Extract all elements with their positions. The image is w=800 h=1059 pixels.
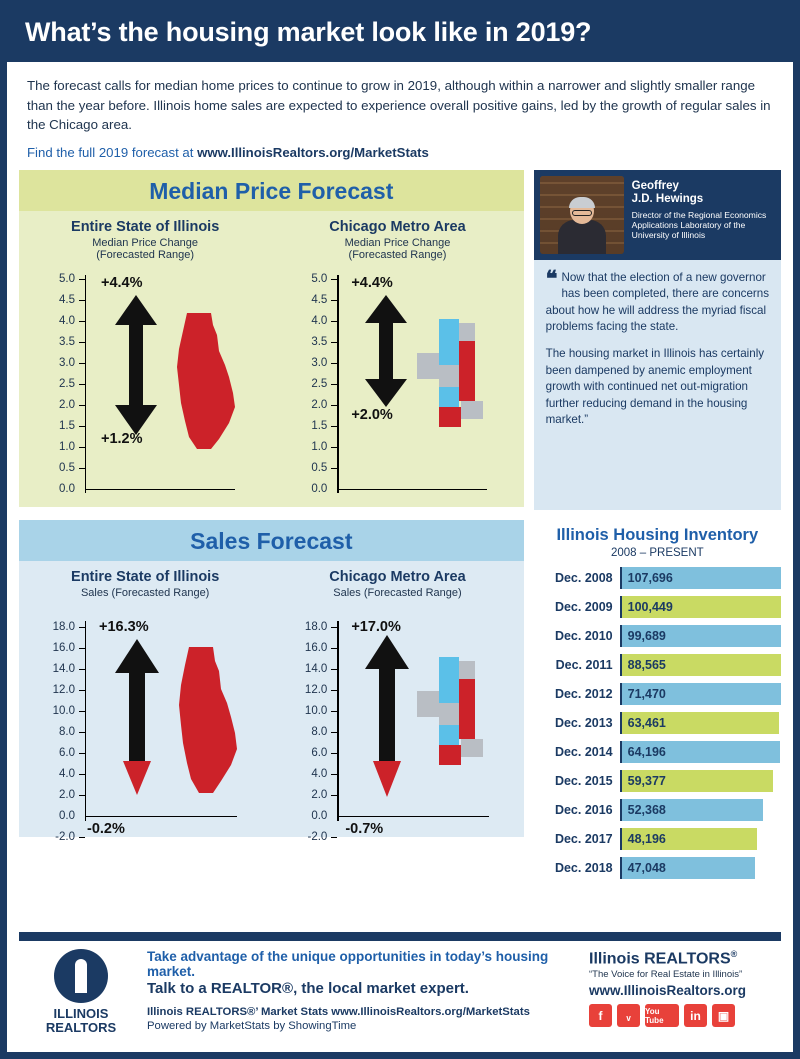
y-axis-labels: 18.0 16.0 14.0 12.0 10.0 8.0 6.0 4.0 2.0 0.0 -2.0 <box>304 620 328 843</box>
chicago-metro-map <box>411 319 493 435</box>
inventory-value: 64,196 <box>627 744 666 759</box>
inventory-bar-wrap <box>620 596 781 618</box>
chart-subtitle-2: (Forecasted Range) <box>96 248 195 261</box>
inventory-value: 88,565 <box>627 657 666 672</box>
inventory-bar <box>622 625 781 647</box>
inventory-title: Illinois Housing Inventory <box>556 525 759 544</box>
chart-price-state-plot <box>19 267 271 507</box>
chart-title: Entire State of Illinois <box>71 568 220 585</box>
inventory-bar-wrap <box>620 625 781 647</box>
median-price-title: Median Price Forecast <box>19 170 524 211</box>
price-state-bottom-value: +1.2% <box>101 430 143 447</box>
inventory-bar <box>622 596 781 618</box>
inventory-bar <box>622 741 781 763</box>
bio-name-1: Geoffrey <box>631 179 679 192</box>
price-state-range-arrow <box>111 295 161 435</box>
inventory-row <box>534 797 781 823</box>
inventory-row-label: Dec. 2014 <box>554 744 613 759</box>
inventory-bar-wrap <box>620 712 781 734</box>
inventory-bar-wrap <box>620 828 781 850</box>
logo-line-1: ILLINOIS <box>53 1006 109 1021</box>
inventory-bar <box>622 712 780 734</box>
inventory-bar <box>622 799 763 821</box>
inventory-bar-wrap <box>620 857 781 879</box>
lighthouse-icon <box>54 949 108 1003</box>
inventory-value: 52,368 <box>627 802 666 817</box>
price-chicago-range-arrow <box>361 295 411 407</box>
chart-title: Entire State of Illinois <box>71 218 220 235</box>
inventory-row-label: Dec. 2015 <box>554 773 613 788</box>
sales-row <box>7 520 793 884</box>
inventory-value: 100,449 <box>627 599 673 614</box>
footer <box>7 932 793 1052</box>
footer-marketstats-b: ®’ Market Stats www.IllinoisRealtors.org/MarketStats <box>247 1006 530 1018</box>
inventory-row <box>534 739 781 765</box>
sales-charts <box>19 561 524 843</box>
forecast-link-url[interactable]: www.IllinoisRealtors.org/MarketStats <box>197 144 429 160</box>
brand-name: Illinois REALTORS <box>589 950 731 968</box>
instagram-icon[interactable]: ▣ <box>712 1004 735 1027</box>
inventory-bar-wrap <box>620 799 781 821</box>
bio-text <box>624 176 775 254</box>
median-price-panel <box>19 170 524 507</box>
y-axis-line <box>337 621 338 821</box>
footer-message-2: Talk to a REALTOR®, the local market expert. <box>147 980 469 997</box>
avatar <box>540 176 624 254</box>
quote-paragraph-2: The housing market in Illinois has certainly been dampened by anemic employment growth with continued net out-migration further reducing demand in the housing market.” <box>545 347 765 427</box>
inventory-row-label: Dec. 2008 <box>554 570 613 585</box>
facebook-icon[interactable]: f <box>589 1004 612 1027</box>
inventory-bar-wrap <box>620 683 781 705</box>
bio-name-2: J.D. Hewings <box>631 193 704 206</box>
forecast-link-prefix: Find the full 2019 forecast at <box>27 144 198 160</box>
footer-brand <box>589 949 779 1027</box>
inventory-rows <box>534 565 781 881</box>
inventory-row-label: Dec. 2013 <box>554 715 613 730</box>
price-state-top-value: +4.4% <box>101 274 143 291</box>
inventory-row-label: Dec. 2012 <box>554 686 613 701</box>
inventory-row <box>534 652 781 678</box>
inventory-bar <box>622 857 755 879</box>
brand-reg-icon: ® <box>730 949 738 959</box>
illinois-state-map <box>167 311 243 451</box>
intro-paragraph: The forecast calls for median home prices to continue to grow in 2019, although within a narrower and slightly smaller range than the year before. Illinois home sales are expected to experience overall positive gains, led by the growth of regular sales in the Chicago area. <box>27 78 771 133</box>
expert-column <box>534 170 781 510</box>
inventory-bar <box>622 654 781 676</box>
chart-title: Chicago Metro Area <box>329 218 466 235</box>
inventory-row <box>534 681 781 707</box>
social-links[interactable] <box>589 1004 779 1027</box>
y-axis-labels: 5.0 4.5 4.0 3.5 3.0 2.5 2.0 1.5 1.0 0.5 0.0 <box>59 272 75 495</box>
inventory-row <box>534 855 781 881</box>
footer-message-1: Take advantage of the unique opportunities in today’s housing market. <box>147 949 549 979</box>
sales-panel <box>19 520 524 843</box>
y-axis-labels: 18.0 16.0 14.0 12.0 10.0 8.0 6.0 4.0 2.0 0.0 -2.0 <box>52 620 75 843</box>
inventory-row-label: Dec. 2018 <box>554 860 613 875</box>
illinois-realtors-logo <box>21 949 141 1034</box>
inventory-bar-wrap <box>620 654 781 676</box>
chart-price-state-head <box>19 219 271 261</box>
chart-price-chicago-head <box>271 219 523 261</box>
quote-paragraph-1: Now that the election of a new governor has been completed, there are concerns about how he will address the myriad fiscal problems facing the state. <box>545 270 769 333</box>
inventory-panel <box>534 520 781 884</box>
chart-sales-chicago <box>271 561 523 843</box>
footer-marketstats-a: Illinois REALTORS <box>147 1006 248 1018</box>
x-axis-line <box>337 489 487 490</box>
inventory-bar <box>622 770 774 792</box>
inventory-bar-wrap <box>620 567 781 589</box>
chart-title: Chicago Metro Area <box>329 568 466 585</box>
median-price-charts <box>19 211 524 507</box>
inventory-row <box>534 768 781 794</box>
inventory-row <box>534 565 781 591</box>
forecast-link-line <box>7 139 793 170</box>
illinois-state-map <box>169 645 245 795</box>
chart-sales-state-plot <box>19 605 271 843</box>
inventory-bar-wrap <box>620 770 781 792</box>
chart-subtitle-1: Sales (Forecasted Range) <box>333 586 462 599</box>
brand-url[interactable]: www.IllinoisRealtors.org <box>589 983 747 999</box>
chart-subtitle-1: Median Price Change <box>344 236 451 249</box>
inventory-value: 63,461 <box>627 715 666 730</box>
y-axis-line <box>337 275 338 493</box>
y-axis-labels: 5.0 4.5 4.0 3.5 3.0 2.5 2.0 1.5 1.0 0.5 0.0 <box>311 272 328 495</box>
inventory-value: 48,196 <box>627 831 666 846</box>
expert-bio <box>534 170 781 260</box>
chart-price-chicago <box>271 211 523 507</box>
price-chicago-bottom-value: +2.0% <box>351 406 393 423</box>
price-row <box>7 170 793 510</box>
inventory-subtitle: 2008 – PRESENT <box>610 546 704 559</box>
twitter-icon[interactable]: ᵥ <box>617 1004 640 1027</box>
bio-role: Director of the Regional Economics Applications Laboratory of the University of Illinois <box>631 209 767 240</box>
inventory-row-label: Dec. 2009 <box>554 599 613 614</box>
sales-state-top-value: +16.3% <box>99 618 149 635</box>
sales-title: Sales Forecast <box>19 520 524 561</box>
chart-price-chicago-plot <box>271 267 523 507</box>
inventory-row-label: Dec. 2017 <box>554 831 613 846</box>
logo-line-2: REALTORS <box>45 1019 117 1035</box>
inventory-value: 99,689 <box>627 628 666 643</box>
x-axis-line <box>85 489 235 490</box>
chart-sales-chicago-head <box>271 569 523 599</box>
chart-price-state <box>19 211 271 507</box>
footer-marketstats-line <box>147 1006 589 1018</box>
inventory-row <box>534 594 781 620</box>
inventory-bar <box>622 683 781 705</box>
inventory-row-label: Dec. 2011 <box>555 657 613 672</box>
chart-subtitle-2: (Forecasted Range) <box>348 248 447 261</box>
sales-chicago-top-value: +17.0% <box>351 618 401 635</box>
linkedin-icon[interactable]: in <box>684 1004 707 1027</box>
zero-line <box>337 816 489 817</box>
y-axis-line <box>85 621 86 821</box>
chart-sales-chicago-plot <box>271 605 523 843</box>
sales-chicago-bottom-value: -0.7% <box>345 820 384 837</box>
inventory-row <box>534 710 781 736</box>
y-axis-line <box>85 275 86 493</box>
sales-chicago-up-arrow <box>361 635 413 817</box>
chart-sales-state-head <box>19 569 271 599</box>
footer-divider <box>19 932 781 941</box>
inventory-value: 47,048 <box>627 860 666 875</box>
inventory-value: 59,377 <box>627 773 666 788</box>
chart-subtitle-1: Sales (Forecasted Range) <box>80 586 210 599</box>
inventory-bar-wrap <box>620 741 781 763</box>
inventory-row-label: Dec. 2016 <box>554 802 613 817</box>
brand-tagline: “The Voice for Real Estate in Illinois” <box>589 969 743 981</box>
inventory-value: 71,470 <box>627 686 666 701</box>
inventory-row-label: Dec. 2010 <box>554 628 613 643</box>
inventory-bar <box>622 828 757 850</box>
expert-quote <box>534 260 781 510</box>
footer-powered-by: Powered by MarketStats by ShowingTime <box>147 1020 357 1032</box>
inventory-value: 107,696 <box>627 570 673 585</box>
inventory-row <box>534 623 781 649</box>
chart-sales-state <box>19 561 271 843</box>
chart-subtitle-1: Median Price Change <box>92 236 199 249</box>
sales-state-bottom-value: -0.2% <box>87 820 125 837</box>
chicago-metro-map <box>411 657 493 773</box>
page-title: What’s the housing market look like in 2019? <box>7 7 793 62</box>
sales-state-up-arrow <box>111 639 163 817</box>
price-chicago-top-value: +4.4% <box>351 274 393 291</box>
footer-message <box>141 949 589 1032</box>
inventory-bar <box>622 567 781 589</box>
quote-mark-icon: ❝ <box>545 265 558 291</box>
inventory-row <box>534 826 781 852</box>
youtube-icon[interactable]: You Tube <box>645 1004 679 1027</box>
